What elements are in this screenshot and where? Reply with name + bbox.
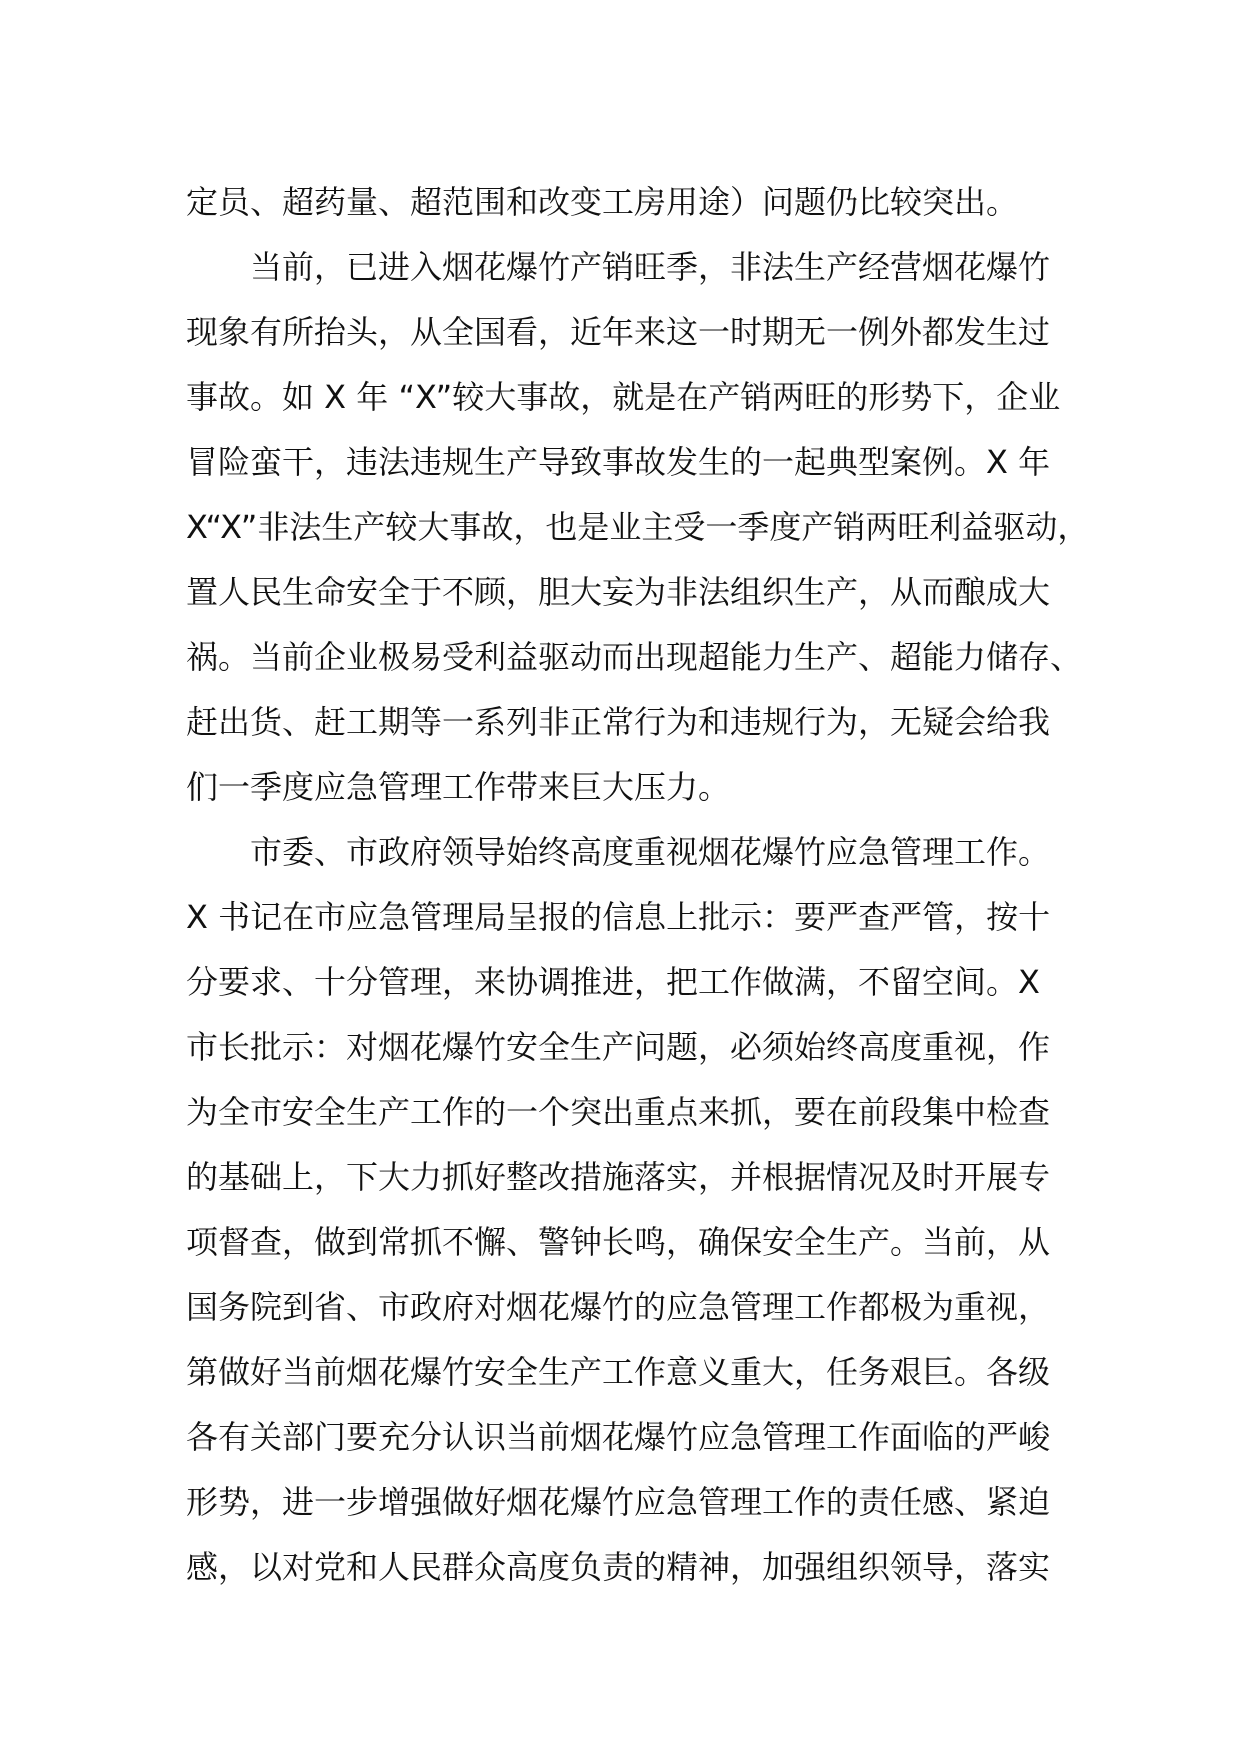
text-line: 第做好当前烟花爆竹安全生产工作意义重大，任务艰巨。各级 <box>186 1353 1051 1391</box>
text-line: 国务院到省、市政府对烟花爆竹的应急管理工作都极为重视， <box>186 1288 1051 1326</box>
text-line: 们一季度应急管理工作带来巨大压力。 <box>186 768 731 806</box>
text-line: 感，以对党和人民群众高度负责的精神，加强组织领导，落实 <box>186 1548 1051 1586</box>
text-line: 祸。当前企业极易受利益驱动而出现超能力生产、超能力储存、 <box>186 638 1083 676</box>
text-line: 赶出货、赶工期等一系列非正常行为和违规行为，无疑会给我 <box>186 703 1051 741</box>
text-line: 形势，进一步增强做好烟花爆竹应急管理工作的责任感、紧迫 <box>186 1483 1051 1521</box>
text-line: 的基础上，下大力抓好整改措施落实，并根据情况及时开展专 <box>186 1158 1051 1196</box>
text-line: 项督查，做到常抓不懈、警钟长鸣，确保安全生产。当前，从 <box>186 1223 1051 1261</box>
text-line: X 书记在市应急管理局呈报的信息上批示：要严查严管，按十 <box>186 898 1051 936</box>
text-line: 为全市安全生产工作的一个突出重点来抓，要在前段集中检查 <box>186 1093 1051 1131</box>
text-line: 冒险蛮干，违法违规生产导致事故发生的一起典型案例。X 年 <box>186 443 1051 481</box>
paragraph-start-line: 当前，已进入烟花爆竹产销旺季，非法生产经营烟花爆竹 <box>250 248 1051 286</box>
text-line: 分要求、十分管理，来协调推进，把工作做满，不留空间。X <box>186 963 1040 1001</box>
text-line: 市长批示：对烟花爆竹安全生产问题，必须始终高度重视，作 <box>186 1028 1051 1066</box>
text-line: 定员、超药量、超范围和改变工房用途）问题仍比较突出。 <box>186 183 1019 221</box>
body-text <box>186 170 1090 1600</box>
text-line: 置人民生命安全于不顾，胆大妄为非法组织生产，从而酿成大 <box>186 573 1051 611</box>
text-line: 现象有所抬头，从全国看，近年来这一时期无一例外都发生过 <box>186 313 1051 351</box>
text-line: 事故。如 X 年 “X”较大事故，就是在产销两旺的形势下，企业 <box>186 378 1061 416</box>
text-line: 各有关部门要充分认识当前烟花爆竹应急管理工作面临的严峻 <box>186 1418 1051 1456</box>
text-line: X“X”非法生产较大事故，也是业主受一季度产销两旺利益驱动， <box>186 508 1090 546</box>
paragraph-start-line: 市委、市政府领导始终高度重视烟花爆竹应急管理工作。 <box>250 833 1051 871</box>
